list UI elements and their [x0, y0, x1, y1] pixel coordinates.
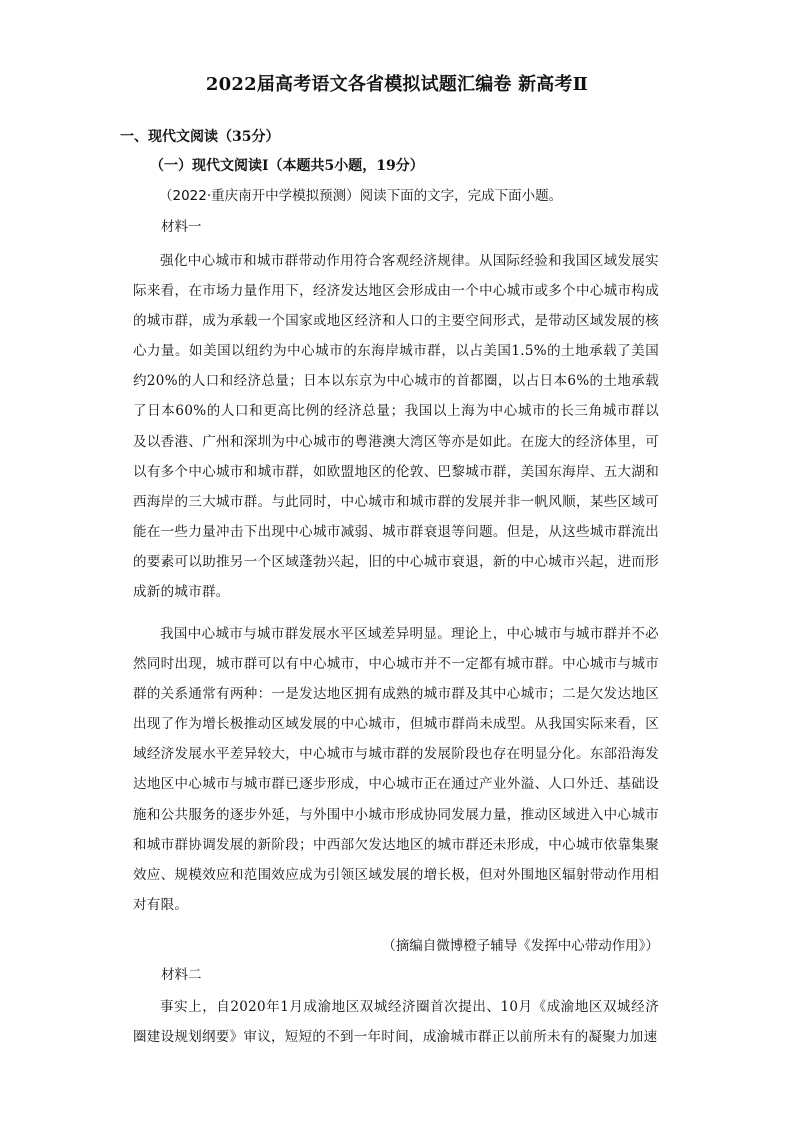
- section-title: 一、现代文阅读（35分）: [120, 129, 280, 145]
- subsection-title: （一）现代文阅读Ⅰ（本题共5小题，19分）: [150, 158, 424, 174]
- document-title: 2022届高考语文各省模拟试题汇编卷 新高考Ⅱ: [205, 74, 589, 95]
- material-one-source: （摘编自微博橙子辅导《发挥中心带动作用》）: [382, 938, 659, 954]
- material-two-paragraph: 事实上，自2020年1月成渝地区双城经济圈首次提出、10月《成渝地区双城经济圈建设规划纲要》审议，短短的不到一年时间，成渝城市群正以前所未有的凝聚力加速: [133, 999, 659, 1046]
- material-two-label: 材料二: [161, 967, 202, 983]
- material-one-label: 材料一: [161, 219, 202, 235]
- material-one-paragraph-2: 我国中心城市与城市群发展水平区域差异明显。理论上，中心城市与城市群并不必然同时出现，城市群可以有中心城市，中心城市并不一定都有城市群。中心城市与城市群的关系通常有两种：一是发达地区拥有成熟的城市群及其中心城市；二是欠发达地区出现了作为增长极推动区域发展的中心城市，但城市群尚未成型。从我国实际来看，区域经济发展水平差异较大，中心城市与城市群的发展阶段也存在明显分化。东部沿海发达地区中心城市与城市群已逐步形成，中心城市正在通过产业外溢、人口外迁、基础设施和公共服务的逐步外延，与外围中小城市形成协同发展力量，推动区域进入中心城市和城市群协调发展的新阶段；中西部欠发达地区的城市群还未形成，中心城市依靠集聚效应、规模效应和范围效应成为引领区域发展的增长极，但对外围地区辐射带动作用相对有限。: [133, 626, 659, 913]
- reading-instruction: （2022·重庆南开中学模拟预测）阅读下面的文字，完成下面小题。: [159, 188, 563, 204]
- material-one-paragraph-1: 强化中心城市和城市群带动作用符合客观经济规律。从国际经验和我国区域发展实际来看，在市场力量作用下，经济发达地区会形成由一个中心城市或多个中心城市构成的城市群，成为承载一个国家或地区经济和人口的主要空间形式，是带动区域发展的核心力量。如美国以纽约为中心城市的东海岸城市群，以占美国1.5%的土地承载了美国约20%的人口和经济总量；日本以东京为中心城市的首都圈，以占日本6%的土地承载了日本60%的人口和更高比例的经济总量；我国以上海为中心城市的长三角城市群以及以香港、广州和深圳为中心城市的粤港澳大湾区等亦是如此。在庞大的经济体里，可以有多个中心城市和城市群，如欧盟地区的伦敦、巴黎城市群，美国东海岸、五大湖和西海岸的三大城市群。与此同时，中心城市和城市群的发展并非一帆风顺，某些区域可能在一些力量冲击下出现中心城市减弱、城市群衰退等问题。但是，从这些城市群流出的要素可以助推另一个区域蓬勃兴起，旧的中心城市衰退，新的中心城市兴起，进而形成新的城市群。: [133, 253, 659, 601]
